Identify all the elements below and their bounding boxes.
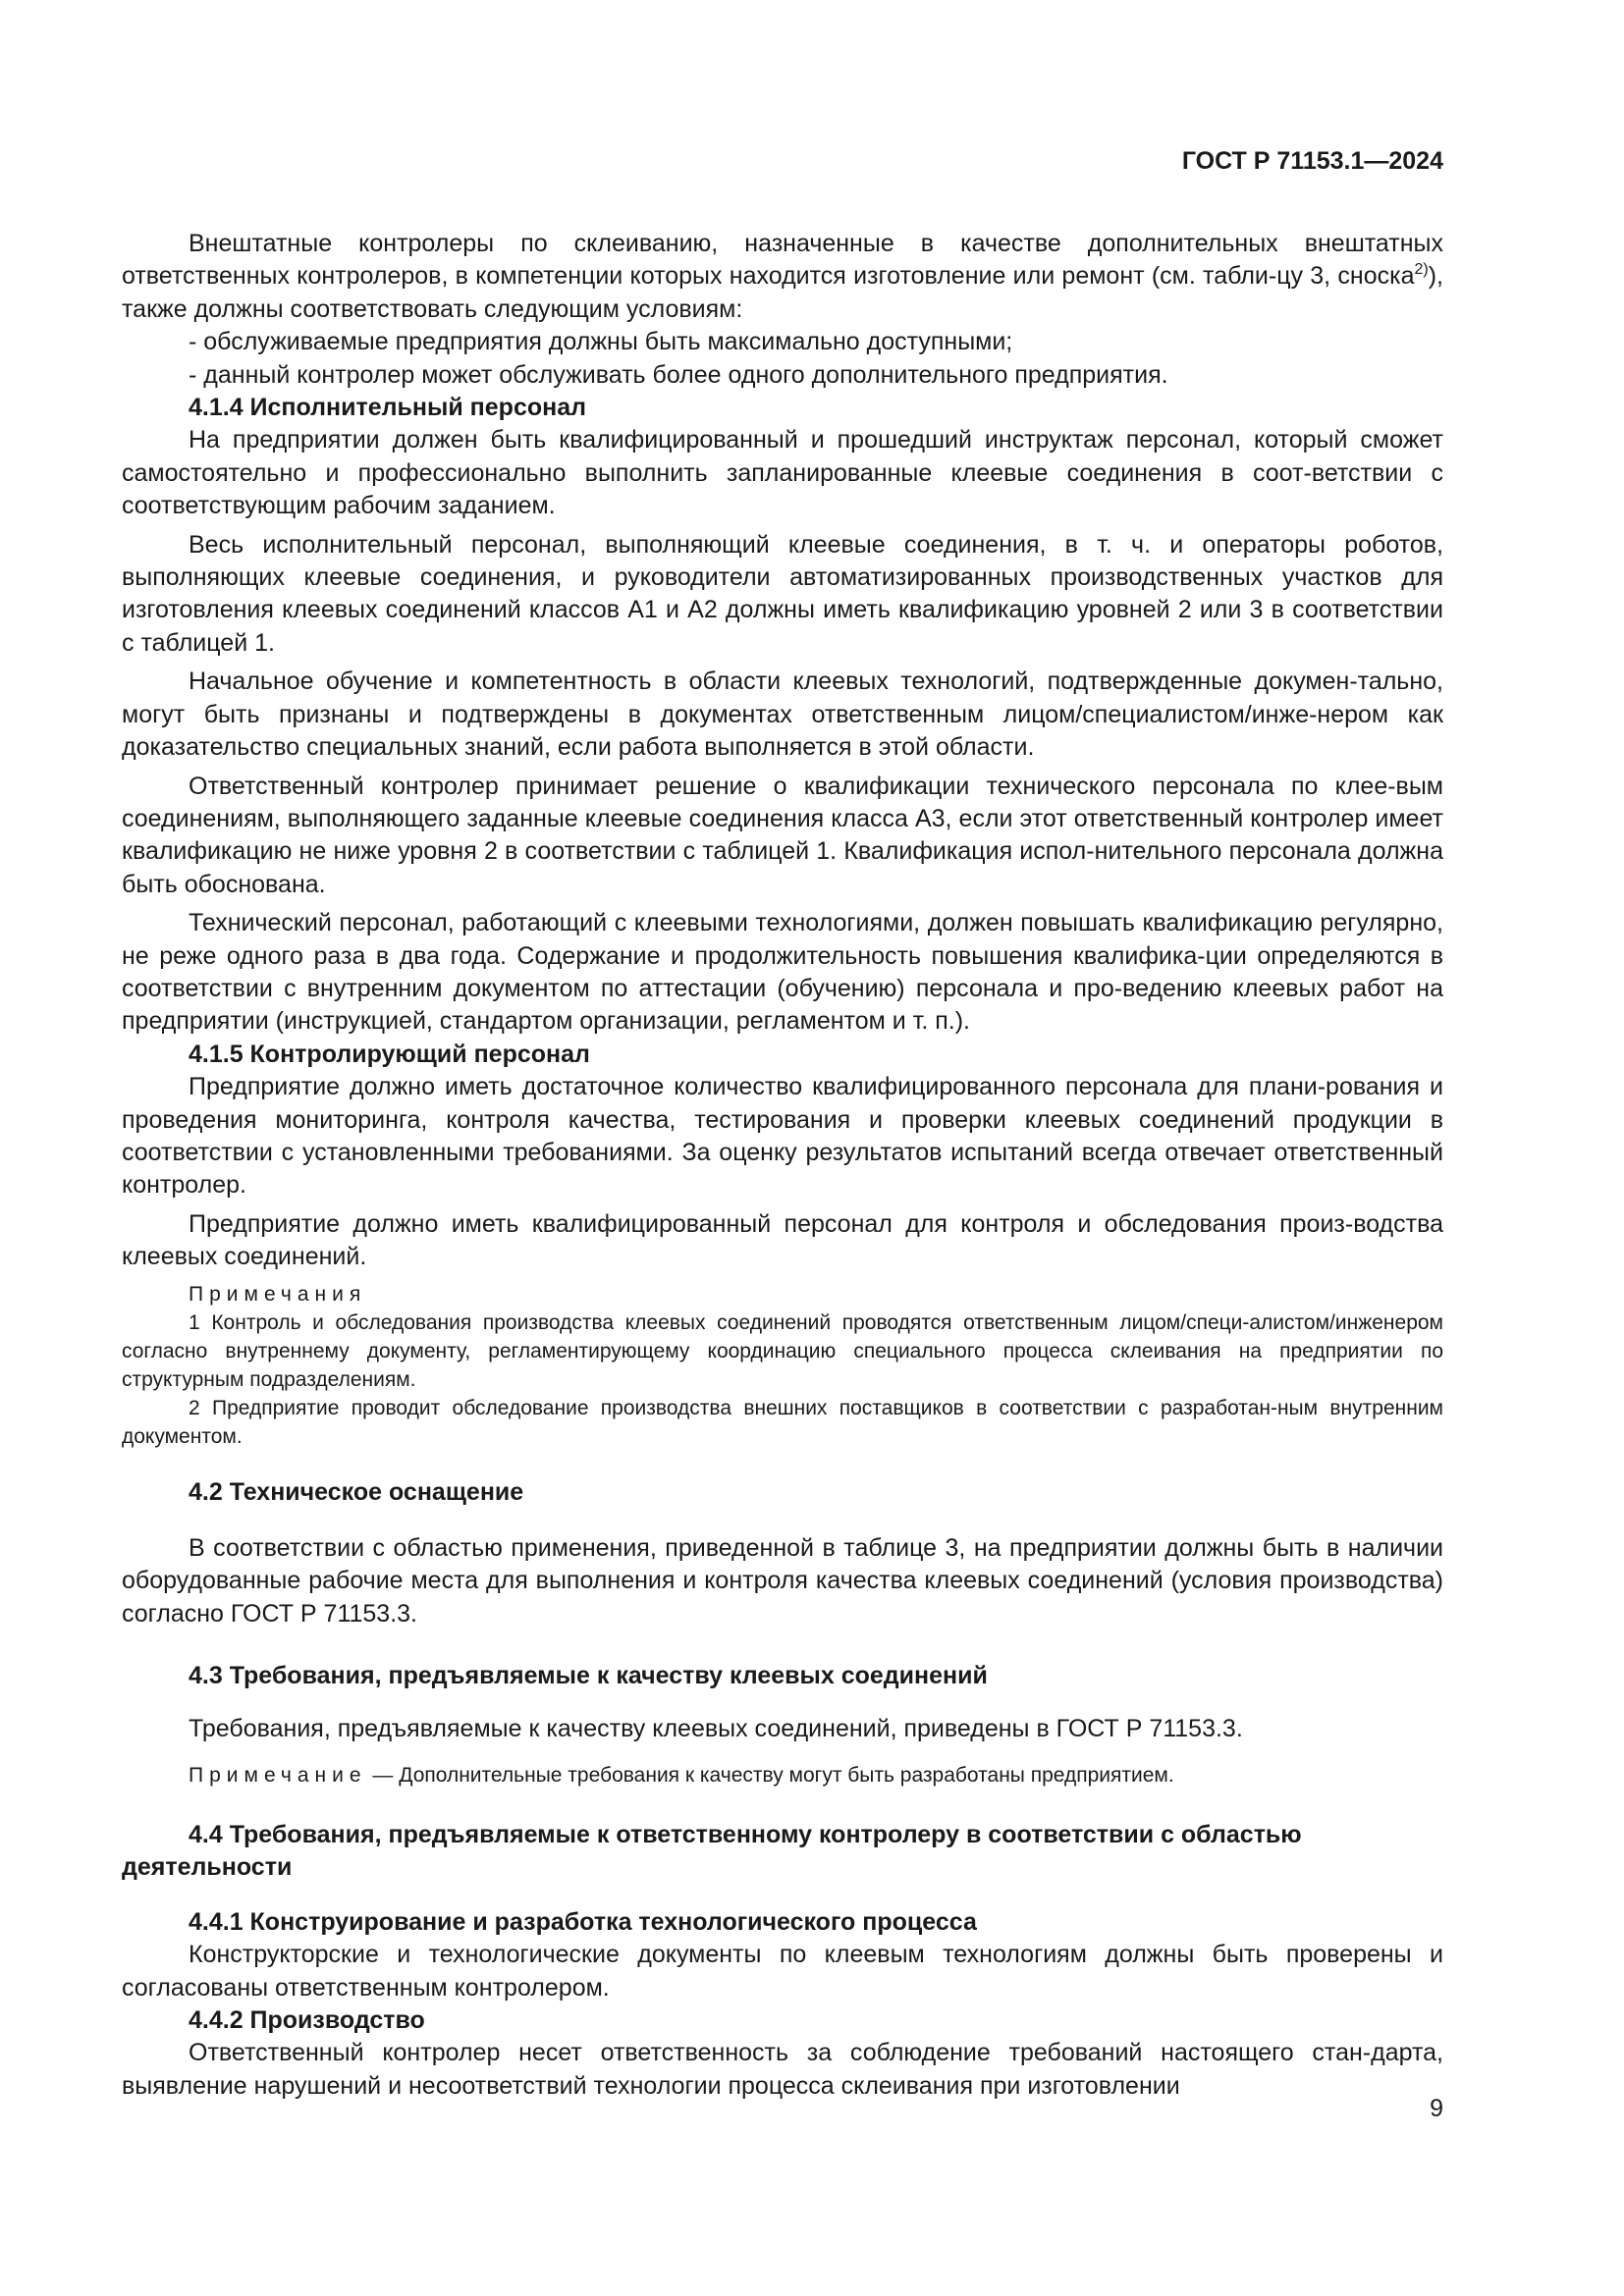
heading-4-4-1: 4.4.1 Конструирование и разработка технологического процесса — [189, 1907, 977, 1936]
document-body — [122, 228, 1443, 2103]
paragraph: На предприятии должен быть квалифицированный и прошедший инструктаж персонал, который сможет самостоятельно и профессионально выполнить запланированные клеевые соединения в соот-ветствии с соответствующим рабочим заданием. — [122, 426, 1443, 520]
note-line — [122, 1761, 1443, 1789]
paragraph: Весь исполнительный персонал, выполняющий клеевые соединения, в т. ч. и операторы роботов, выполняющих клеевые соединения, и руководители автоматизированных производственных участков для изготовления клеевых соединений классов А1 и А2 должны иметь квалификацию уровней 2 или 3 в соответствии с таблицей 1. — [122, 530, 1443, 657]
list-item: - данный контролер может обслуживать более одного дополнительного предприятия. — [189, 360, 1168, 389]
paragraph: Конструкторские и технологические документы по клеевым технологиям должны быть проверены и согласованы ответственным контролером. — [122, 1941, 1443, 2002]
paragraph: Предприятие должно иметь достаточное количество квалифицированного персонала для плани-рования и проведения мониторинга, контроля качества, тестирования и проверки клеевых соединений продукции в соответствии с установленными требованиями. За оценку результатов испытаний всегда отвечает ответственный контролер. — [122, 1073, 1443, 1200]
paragraph: Ответственный контролер принимает решение о квалификации технического персонала по клее-вым соединениям, выполняющего заданные клеевые соединения класса А3, если этот ответственный контролер имеет квалификацию не ниже уровня 2 в соответствии с таблицей 1. Квалификация испол-нительного персонала должна быть обоснована. — [122, 772, 1443, 898]
paragraph-text: ), также должны соответствовать следующим условиям: — [122, 262, 1443, 323]
note-item: 2 Предприятие проводит обследование производства внешних поставщиков в соответствии с разработан-ным внутренним документом. — [122, 1396, 1443, 1448]
paragraph: Требования, предъявляемые к качеству клеевых соединений, приведены в ГОСТ Р 71153.3. — [189, 1714, 1243, 1742]
heading-4-3: 4.3 Требования, предъявляемые к качеству клеевых соединений — [189, 1662, 988, 1690]
heading-4-1-5: 4.1.5 Контролирующий персонал — [189, 1040, 590, 1068]
note-item: 1 Контроль и обследования производства клеевых соединений проводятся ответственным лицом/специ-алистом/инженером согласно внутреннему документу, регламентирующему координацию специального процесса склеивания на предприятии по структурным подразделениям. — [122, 1310, 1443, 1391]
paragraph: Технический персонал, работающий с клеевыми технологиями, должен повышать квалификацию регулярно, не реже одного раза в два года. Содержание и продолжительность повышения квалифика-ции определяются в соответствии с внутренним документом по аттестации (обучению) персонала и про-ведению клеевых работ на предприятии (инструкцией, стандартом организации, регламентом и т. п.). — [122, 909, 1443, 1036]
footnote-ref: 2) — [1414, 261, 1429, 279]
notes-title: Примечания — [189, 1282, 367, 1306]
heading-4-1-4: 4.1.4 Исполнительный персонал — [189, 394, 587, 422]
paragraph: Начальное обучение и компетентность в области клеевых технологий, подтвержденные докумен-тально, могут быть признаны и подтверждены в документах ответственным лицом/специалистом/инже-нером как доказательство специальных знаний, если работа выполняется в этой области. — [122, 667, 1443, 762]
paragraph: Ответственный контролер несет ответственность за соблюдение требований настоящего стан-дарта, выявление нарушений и несоответствий технологии процесса склеивания при изготовлении — [122, 2039, 1443, 2100]
paragraph: В соответствии с областью применения, приведенной в таблице 3, на предприятии должны быть в наличии оборудованные рабочие места для выполнения и контроля качества клеевых соединений (условия производства) согласно ГОСТ Р 71153.3. — [122, 1534, 1443, 1628]
paragraph-1 — [122, 228, 1443, 326]
note-single — [122, 1761, 1443, 1789]
notes-block — [122, 1280, 1443, 1451]
heading-4-4-2: 4.4.2 Производство — [189, 2006, 425, 2035]
page-number: 9 — [1430, 2095, 1443, 2122]
note-text: — Дополнительные требования к качеству могут быть разработаны предприятием. — [366, 1764, 1174, 1788]
paragraph: Предприятие должно иметь квалифицированный персонал для контроля и обследования произ-водства клеевых соединений. — [122, 1209, 1443, 1271]
heading-4-2: 4.2 Техническое оснащение — [189, 1477, 524, 1506]
note-label: Примечание — [189, 1764, 367, 1788]
paragraph-text: Внештатные контролеры по склеиванию, назначенные в качестве дополнительных внештатных ответственных контролеров, в компетенции которых находится изготовление или ремонт (см. табли-цу 3, сноска — [122, 230, 1443, 291]
document-header: ГОСТ Р 71153.1—2024 — [1181, 147, 1443, 175]
list-item: - обслуживаемые предприятия должны быть максимально доступными; — [189, 328, 1013, 356]
heading-4-4: 4.4 Требования, предъявляемые к ответственному контролеру в соответствии с областью деятельности — [122, 1821, 1302, 1882]
